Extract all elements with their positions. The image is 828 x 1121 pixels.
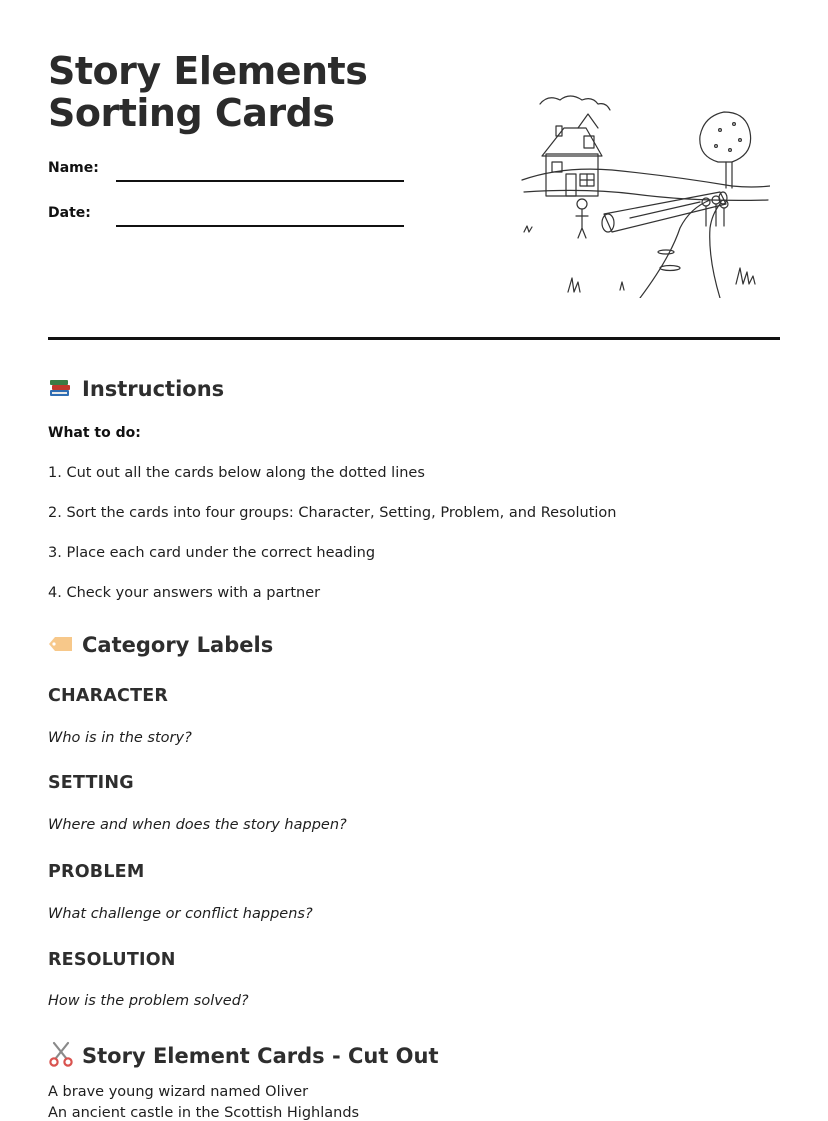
instructions-heading-text: Instructions [82, 377, 225, 401]
category-description-character: Who is in the story? [48, 730, 192, 746]
label-tag-icon [48, 632, 74, 662]
instructions-heading [48, 376, 224, 406]
category-description-resolution: How is the problem solved? [48, 993, 249, 1009]
instruction-step: 2. Sort the cards into four groups: Character, Setting, Problem, and Resolution [48, 505, 617, 521]
category-title-character: CHARACTER [48, 686, 169, 706]
category-labels-heading-text: Category Labels [82, 633, 274, 657]
instruction-step: 4. Check your answers with a partner [48, 585, 321, 601]
books-icon [48, 376, 74, 406]
category-description-setting: Where and when does the story happen? [48, 817, 347, 833]
category-title-setting: SETTING [48, 773, 134, 793]
instruction-step: 1. Cut out all the cards below along the dotted lines [48, 465, 425, 481]
cards-heading-text: Story Element Cards - Cut Out [82, 1044, 439, 1068]
category-title-problem: PROBLEM [48, 862, 145, 882]
story-card: A brave young wizard named Oliver [48, 1084, 309, 1100]
story-card: An ancient castle in the Scottish Highlands [48, 1105, 360, 1121]
category-description-problem: What challenge or conflict happens? [48, 906, 313, 922]
story-scene-illustration [520, 92, 770, 298]
instruction-step: 3. Place each card under the correct heading [48, 545, 376, 561]
category-title-resolution: RESOLUTION [48, 950, 176, 970]
cards-heading [48, 1041, 439, 1073]
date-label: Date: [48, 205, 91, 221]
name-label: Name: [48, 160, 99, 176]
what-to-do-label: What to do: [48, 425, 141, 441]
page-title: Story Elements Sorting Cards [48, 49, 368, 135]
date-line[interactable] [116, 225, 404, 227]
category-labels-heading [48, 632, 273, 662]
scissors-icon [48, 1041, 74, 1073]
name-line[interactable] [116, 180, 404, 182]
section-divider [48, 337, 780, 340]
